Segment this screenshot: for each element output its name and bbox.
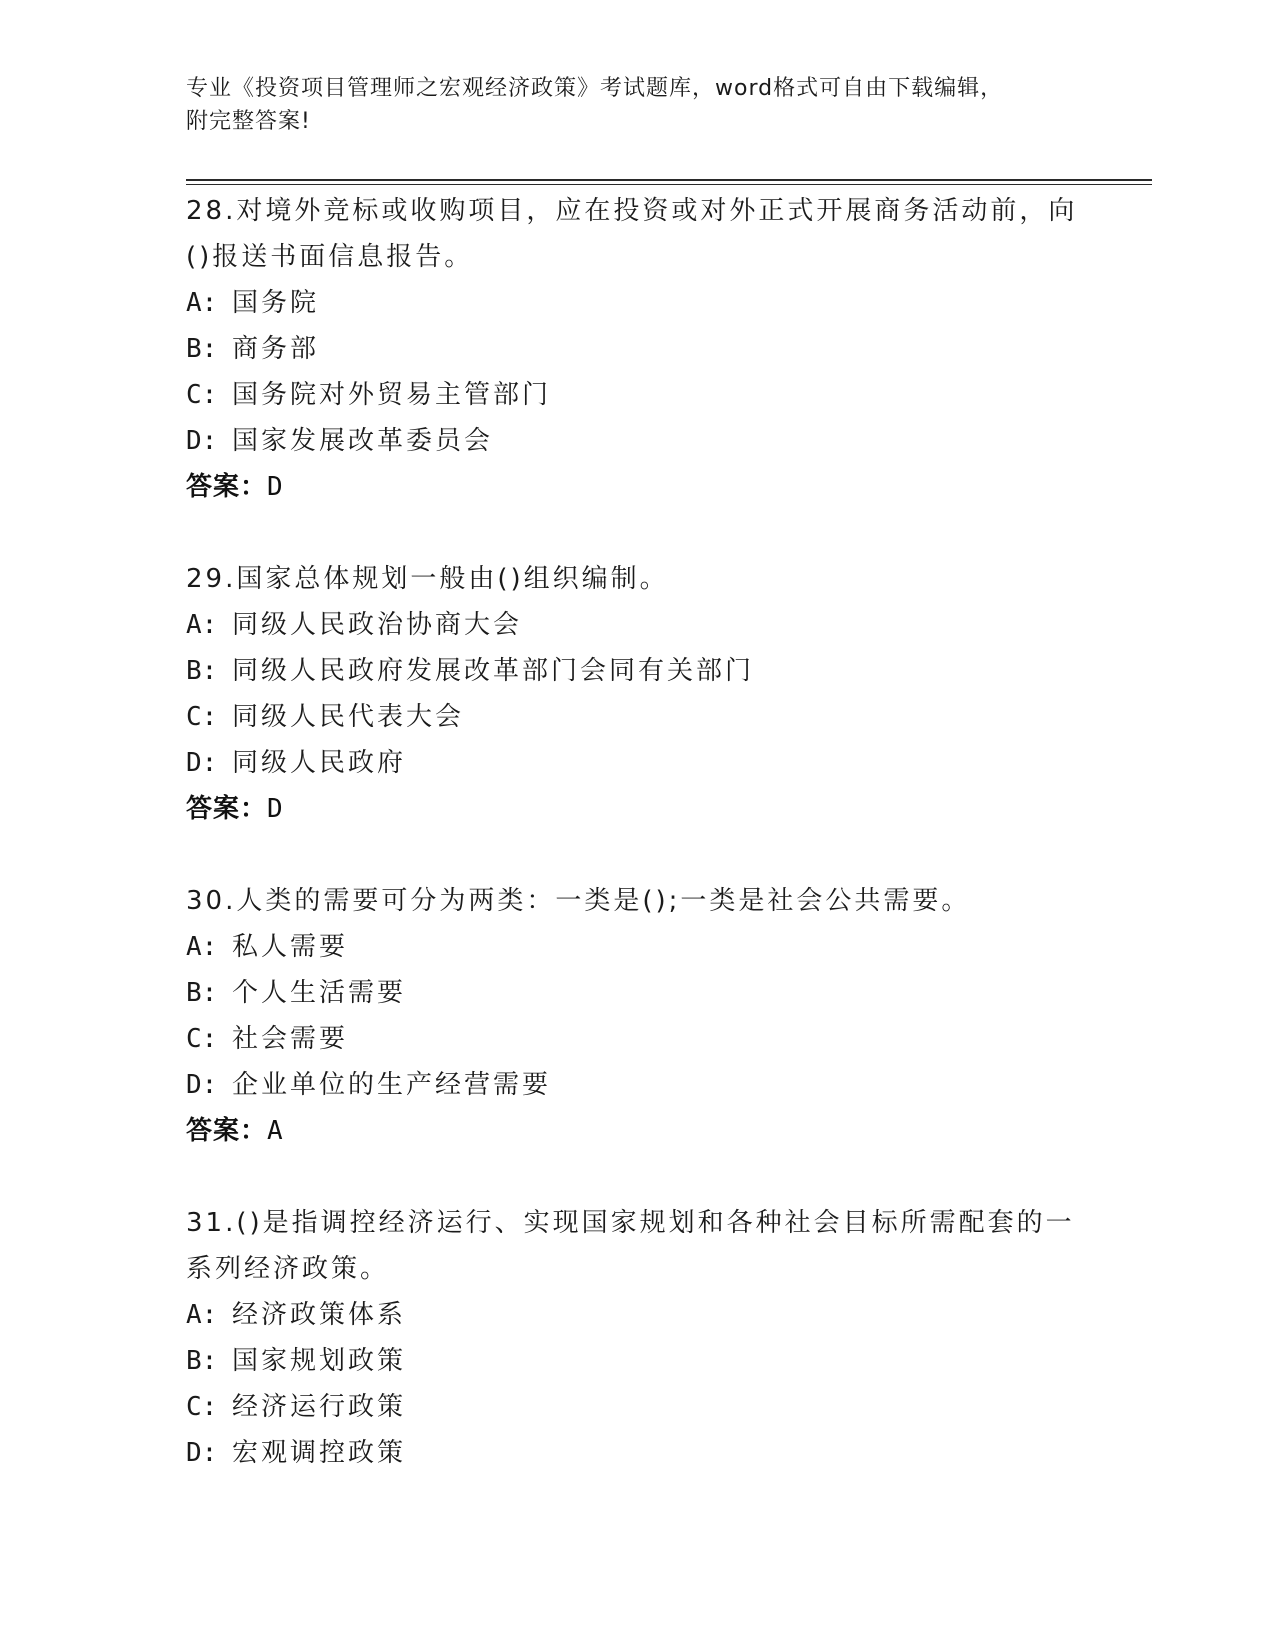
answer-label: 答案：: [186, 1116, 268, 1146]
option-letter: A:: [186, 288, 218, 318]
question-stem-line: ()报送书面信息报告。: [186, 242, 474, 272]
option-letter: B:: [186, 1346, 218, 1376]
option-d: [186, 1062, 1152, 1108]
question-30: [186, 878, 1152, 1154]
option-text: 经济运行政策: [232, 1392, 407, 1422]
option-b: [186, 1338, 1152, 1384]
option-text: 同级人民政府发展改革部门会同有关部门: [232, 656, 755, 686]
header-line-2: 附完整答案!: [186, 109, 311, 134]
question-stem-line: 29.国家总体规划一般由()组织编制。: [186, 564, 669, 594]
option-text: 企业单位的生产经营需要: [232, 1070, 552, 1100]
answer-line: [186, 464, 1152, 510]
option-text: 个人生活需要: [232, 978, 407, 1008]
answer-value: D: [267, 472, 283, 502]
option-letter: C:: [186, 702, 218, 732]
option-letter: A:: [186, 1300, 218, 1330]
option-d: [186, 740, 1152, 786]
question-29: [186, 556, 1152, 832]
question-stem-line: 31.()是指调控经济运行、实现国家规划和各种社会目标所需配套的一: [186, 1208, 1075, 1238]
answer-line: [186, 1108, 1152, 1154]
answer-value: D: [267, 794, 283, 824]
option-a: [186, 280, 1152, 326]
option-text: 同级人民代表大会: [232, 702, 465, 732]
option-text: 国务院: [232, 288, 320, 318]
option-letter: D:: [186, 426, 218, 456]
option-text: 国务院对外贸易主管部门: [232, 380, 552, 410]
option-letter: B:: [186, 656, 218, 686]
option-text: 经济政策体系: [232, 1300, 407, 1330]
option-text: 国家发展改革委员会: [232, 426, 494, 456]
question-stem-line: 28.对境外竞标或收购项目，应在投资或对外正式开展商务活动前，向: [186, 196, 1078, 226]
option-b: [186, 326, 1152, 372]
option-letter: C:: [186, 1024, 218, 1054]
answer-line: [186, 786, 1152, 832]
question-31: [186, 1200, 1152, 1476]
header-line-1: 专业《投资项目管理师之宏观经济政策》考试题库，word格式可自由下载编辑，: [186, 76, 1004, 101]
option-a: [186, 924, 1152, 970]
answer-label: 答案：: [186, 472, 268, 502]
option-letter: A:: [186, 932, 218, 962]
header-divider-thick: [186, 179, 1152, 181]
option-a: [186, 1292, 1152, 1338]
option-text: 宏观调控政策: [232, 1438, 407, 1468]
option-b: [186, 970, 1152, 1016]
answer-value: A: [267, 1116, 283, 1146]
question-28: [186, 188, 1152, 510]
option-letter: C:: [186, 1392, 218, 1422]
option-letter: A:: [186, 610, 218, 640]
header-divider-thin: [186, 184, 1152, 185]
answer-label: 答案：: [186, 794, 268, 824]
question-stem-line: 系列经济政策。: [186, 1254, 390, 1284]
header-note: [186, 72, 1086, 138]
option-letter: B:: [186, 334, 218, 364]
option-letter: C:: [186, 380, 218, 410]
option-c: [186, 1384, 1152, 1430]
option-b: [186, 648, 1152, 694]
option-a: [186, 602, 1152, 648]
option-text: 社会需要: [232, 1024, 349, 1054]
option-d: [186, 418, 1152, 464]
option-letter: D:: [186, 1438, 218, 1468]
option-c: [186, 1016, 1152, 1062]
option-text: 同级人民政治协商大会: [232, 610, 523, 640]
question-stem-line: 30.人类的需要可分为两类：一类是();一类是社会公共需要。: [186, 886, 971, 916]
option-text: 商务部: [232, 334, 320, 364]
option-c: [186, 372, 1152, 418]
option-text: 私人需要: [232, 932, 349, 962]
option-letter: D:: [186, 748, 218, 778]
option-d: [186, 1430, 1152, 1476]
question-list: [186, 188, 1152, 1522]
option-c: [186, 694, 1152, 740]
option-letter: D:: [186, 1070, 218, 1100]
option-letter: B:: [186, 978, 218, 1008]
option-text: 国家规划政策: [232, 1346, 407, 1376]
option-text: 同级人民政府: [232, 748, 407, 778]
